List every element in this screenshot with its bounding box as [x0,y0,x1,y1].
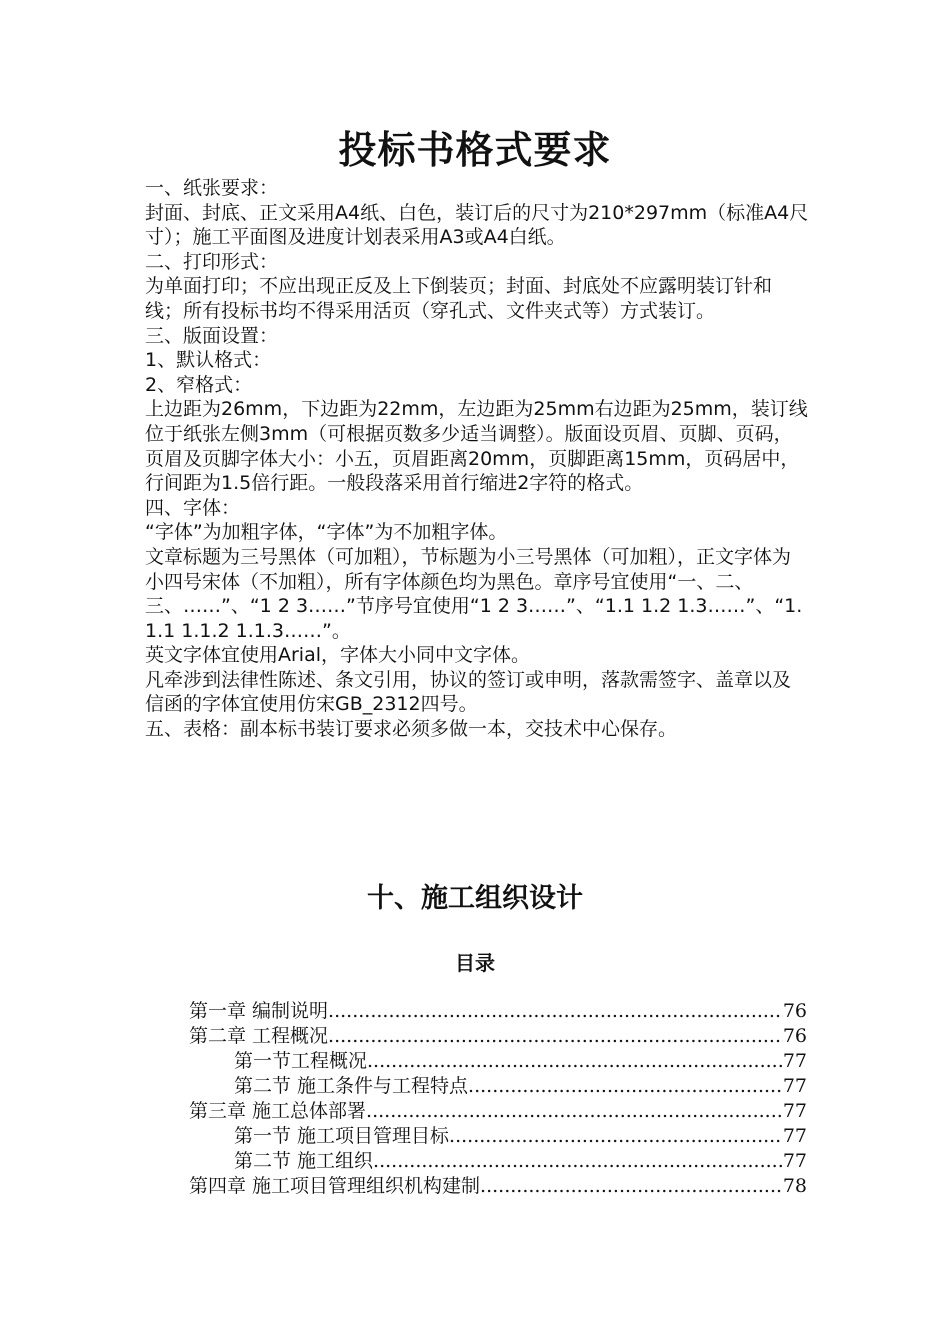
toc-entry-page: 77 [782,1050,807,1072]
toc-entry-page: 77 [782,1075,807,1097]
toc-entry-page: 76 [782,1025,807,1047]
toc-entry[interactable] [189,1174,807,1199]
toc-entry-page: 77 [782,1100,807,1122]
toc-leader-dots [373,1149,783,1174]
paragraph: 三、版面设置： [145,324,279,347]
toc-leader-dots [328,999,783,1024]
toc-leader-dots [449,1124,783,1149]
toc-entry-label: 第三章 施工总体部署 [189,1100,367,1122]
paragraph: 一、纸张要求： [145,177,279,199]
toc-leader-dots [366,1099,783,1124]
toc-entry-page: 77 [782,1150,807,1172]
paragraph: 上边距为26mm，下边距为22mm，左边距为25mm右边距为25mm，装订线位于纸张左侧3mm（可根据页数多少适当调整）。版面设页眉、页脚、页码，页眉及页脚字体大小：小五，页眉距离20mm，页脚距离15mm，页码居中，行间距为1.5倍行距。一般段落采用首行缩进2字符的格式。 [145,398,808,495]
toc-entry[interactable] [189,1149,807,1174]
toc-entry-label: 第四章 施工项目管理组织机构建制 [189,1175,481,1197]
toc-entry[interactable] [189,1124,807,1149]
table-of-contents [189,999,807,1199]
toc-entry-label: 第一章 编制说明 [189,1000,329,1022]
toc-entry[interactable] [189,1049,807,1074]
paragraph: 英文字体宜使用Arial，字体大小同中文字体。 [145,644,531,667]
paragraph: 文章标题为三号黑体（可加粗），节标题为小三号黑体（可加粗），正文字体为小四号宋体（不加粗），所有字体颜色均为黑色。章序号宜使用“一、二、三、……”、“1 2 3……”节序号宜使用“1 2 3……”、“1.1 1.2 1.3……”、“1.1.1 1.1.2 1.1.3……”。 [145,545,803,642]
paragraph: 2、窄格式： [145,373,253,396]
toc-leader-dots [367,1049,783,1074]
toc-entry[interactable] [189,1074,807,1099]
toc-entry-label: 第二章 工程概况 [189,1025,329,1047]
toc-entry-label: 第一节工程概况 [234,1050,368,1072]
toc-entry-label: 第一节 施工项目管理目标 [234,1125,450,1147]
toc-entry-label: 第二节 施工条件与工程特点 [234,1075,469,1097]
paragraph: 1、默认格式： [145,349,272,372]
document-title: 投标书格式要求 [338,128,612,172]
toc-entry-page: 76 [782,1000,807,1022]
paragraph: 二、打印形式： [145,250,279,273]
toc-leader-dots [480,1174,783,1199]
paragraph: 封面、封底、正文采用A4纸、白色，装订后的尺寸为210*297mm（标准A4尺寸）；施工平面图及进度计划表采用A3或A4白纸。 [145,201,809,249]
document-body [145,176,809,742]
paragraph: 五、表格：副本标书装订要求必须多做一本，交技术中心保存。 [145,718,678,741]
toc-entry[interactable] [189,999,807,1024]
toc-leader-dots [468,1074,783,1099]
paragraph: “字体”为加粗字体，“字体”为不加粗字体。 [145,521,508,544]
paragraph: 凡牵涉到法律性陈述、条文引用，协议的签订或申明，落款需签字、盖章以及信函的字体宜使用仿宋GB_2312四号。 [145,668,792,716]
toc-entry[interactable] [189,1024,807,1049]
paragraph: 为单面打印；不应出现正反及上下倒装页；封面、封底处不应露明装订针和线；所有投标书均不得采用活页（穿孔式、文件夹式等）方式装订。 [145,275,773,322]
toc-entry-page: 77 [782,1125,807,1147]
paragraph: 四、字体： [145,496,241,519]
toc-leader-dots [328,1024,783,1049]
toc-entry[interactable] [189,1099,807,1124]
section-heading: 十、施工组织设计 [367,883,583,914]
toc-entry-label: 第二节 施工组织 [234,1150,374,1172]
toc-title: 目录 [455,951,495,975]
toc-entry-page: 78 [782,1175,807,1197]
